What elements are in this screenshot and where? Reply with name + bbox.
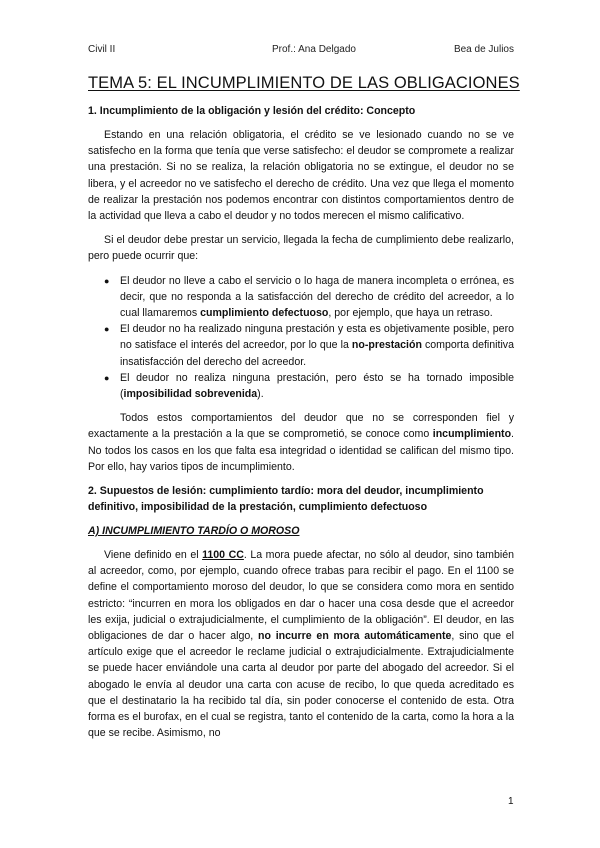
section1-heading: 1. Incumplimiento de la obligación y lesión del crédito: Concepto [88, 105, 416, 117]
section1-paragraph-3: Todos estos comportamientos del deudor que no se corresponden fiel y exactamente a la prestación a la que se comprometió, se conoce como incumplimiento. No todos los casos en los que falta esa integridad o identidad se califican del mismo tipo. Por ello, hay varios tipos de incumplimiento. [88, 412, 514, 473]
header-professor: Prof.: Ana Delgado [272, 44, 356, 55]
bullet-icon: ● [104, 372, 110, 383]
section2-paragraph: Viene definido en el 1100 CC. La mora puede afectar, no sólo al deudor, sino también al acreedor, como, por ejemplo, cuando ofrece trabas para recibir el pago. En el 1100 se define el comportamiento moroso del deudor, lo que se considera como mora en sentido estricto: “incurren en mora los obligados en dar o hacer una cosa desde que el acreedor les exija, judicial o extrajudicialmente, el cumplimiento de la obligación”. El deudor, en las obligaciones de dar o hacer algo, no incurre en mora automáticamente, sino que el artículo exige que el acreedor le reclame judicial o extrajudicialmente. Extrajudicialmente se puede hacer enviándole una carta al deudor por parte del abogado del acreedor. Si el abogado le envía al deudor una carta con acuse de recibo, lo que queda acreditado es que el destinatario la ha recibido tal día, sin poder conocerse el contenido de esta. Otra forma es el burofax, en el cual se registra, tanto el contenido de la carta, como la hora a la que se recibe. Asimismo, no [88, 549, 514, 740]
section1-paragraph-1: Estando en una relación obligatoria, el crédito se ve lesionado cuando no se ve satisfecho en la forma que tenía que verse satisfecho: el deudor se compromete a realizar una prestación. Si no se realiza, la relación obligatoria no se extingue, el deudor no se libera, y el acreedor no ve satisfecho el derecho de crédito. Una vez que llega el momento de realizar la prestación nos podemos encontrar con distintos comportamientos dentro de la actividad que lleva a cabo el deudor y no todos merecen el mismo calificativo. [88, 129, 514, 223]
header-author: Bea de Julios [453, 44, 514, 55]
list-item: ● El deudor no ha realizado ninguna prestación y esta es objetivamente posible, pero no satisface el interés del acreedor, por lo que la no-prestación comporta definitiva insatisfacción del derecho del acreedor. [104, 323, 515, 368]
section2-heading: 2. Supuestos de lesión: cumplimiento tardío: mora del deudor, incumplimiento definitivo, imposibilidad de la prestación, cumplimiento defectuoso [88, 485, 484, 514]
bullet-icon: ● [104, 324, 110, 335]
header-course: Civil II [88, 44, 116, 55]
section1-paragraph-2: Si el deudor debe prestar un servicio, llegada la fecha de cumplimiento debe realizarlo, pero puede ocurrir que: [88, 234, 514, 263]
list-item: ● El deudor no realiza ninguna prestación, pero ésto se ha tornado imposible (imposibilidad sobrevenida). [104, 371, 514, 401]
bullet-icon: ● [104, 275, 110, 286]
page-number: 1 [508, 796, 514, 807]
article-reference: 1100 CC [202, 549, 244, 562]
document-title: TEMA 5: EL INCUMPLIMIENTO DE LAS OBLIGACIONES [88, 74, 520, 92]
behaviour-list [88, 273, 514, 403]
list-item: ● El deudor no lleve a cabo el servicio o lo haga de manera incompleta o errónea, es decir, que no responda a la satisfacción del derecho de crédito del acreedor, a lo cual llamaremos cumplimiento defectuoso, por ejemplo, que haya un retraso. [104, 274, 514, 320]
document-body [88, 74, 520, 750]
subsection-heading: A) INCUMPLIMIENTO TARDÍO O MOROSO [88, 525, 300, 538]
